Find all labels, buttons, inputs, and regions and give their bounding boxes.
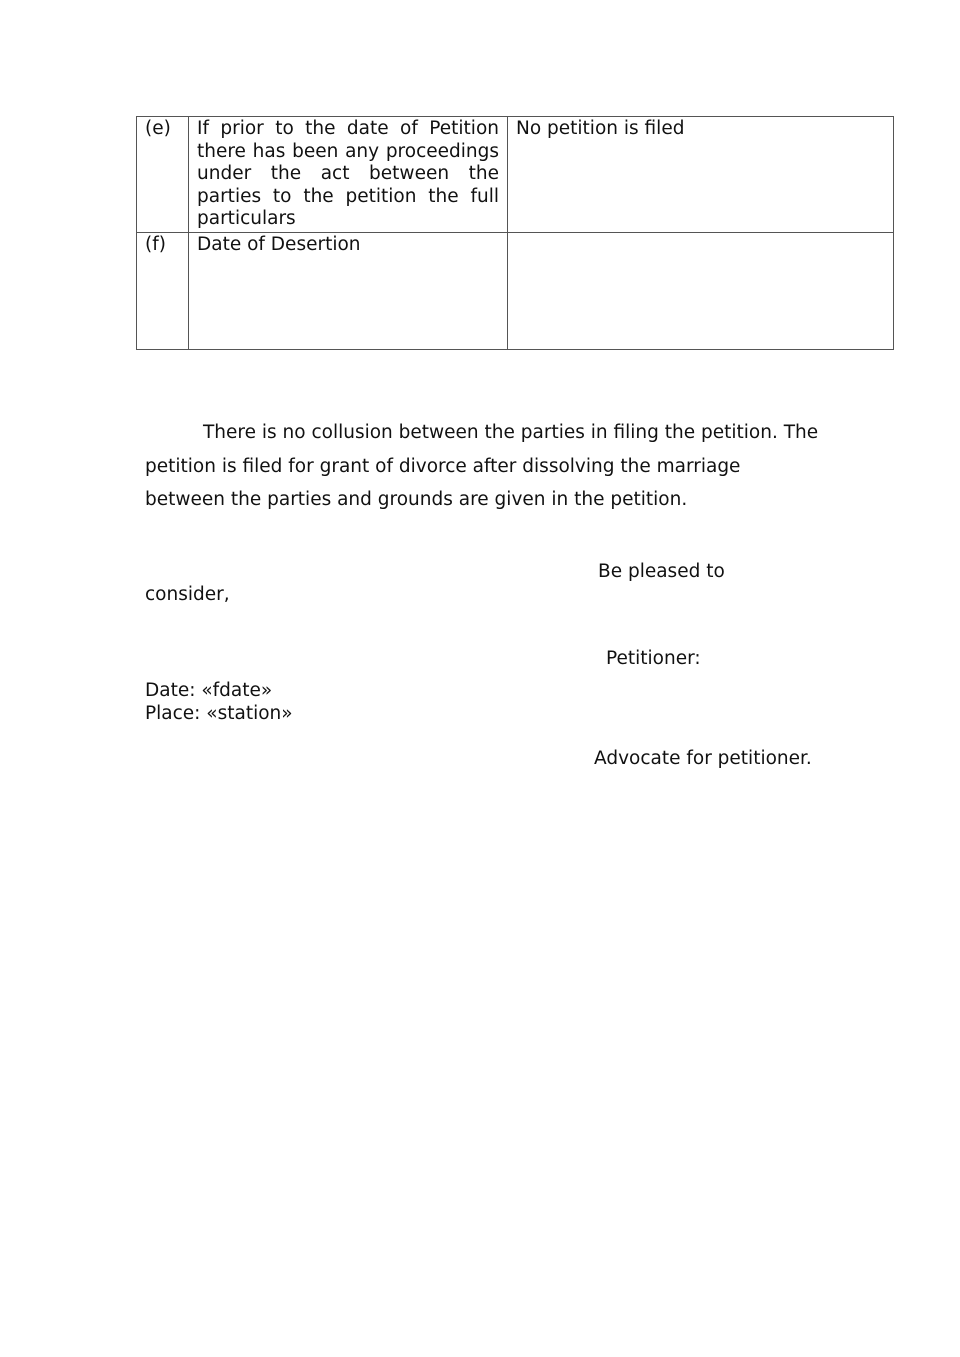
- petitioner-label: Petitioner:: [606, 648, 701, 669]
- row-answer: No petition is filed: [508, 117, 894, 233]
- row-question: If prior to the date of Petition there has been any proceedings under the act between the parties to the petition the full particulars: [189, 117, 508, 233]
- row-question: Date of Desertion: [189, 233, 508, 350]
- table-row: [137, 117, 894, 233]
- consider-text: consider,: [145, 584, 230, 605]
- body-paragraph-text: There is no collusion between the parties in filing the petition. The petition is filed for grant of divorce after dissolving the marriage between the parties and grounds are given in the petition.: [145, 422, 819, 510]
- table-row: [137, 233, 894, 350]
- particulars-table: [136, 116, 894, 350]
- place-line: Place: «station»: [145, 703, 293, 724]
- advocate-signature: Advocate for petitioner.: [594, 748, 812, 769]
- row-index: (e): [137, 117, 189, 233]
- date-line: Date: «fdate»: [145, 680, 273, 701]
- row-answer: [508, 233, 894, 350]
- row-index: (f): [137, 233, 189, 350]
- body-paragraph: [145, 416, 825, 517]
- be-pleased-text: Be pleased to: [598, 561, 725, 582]
